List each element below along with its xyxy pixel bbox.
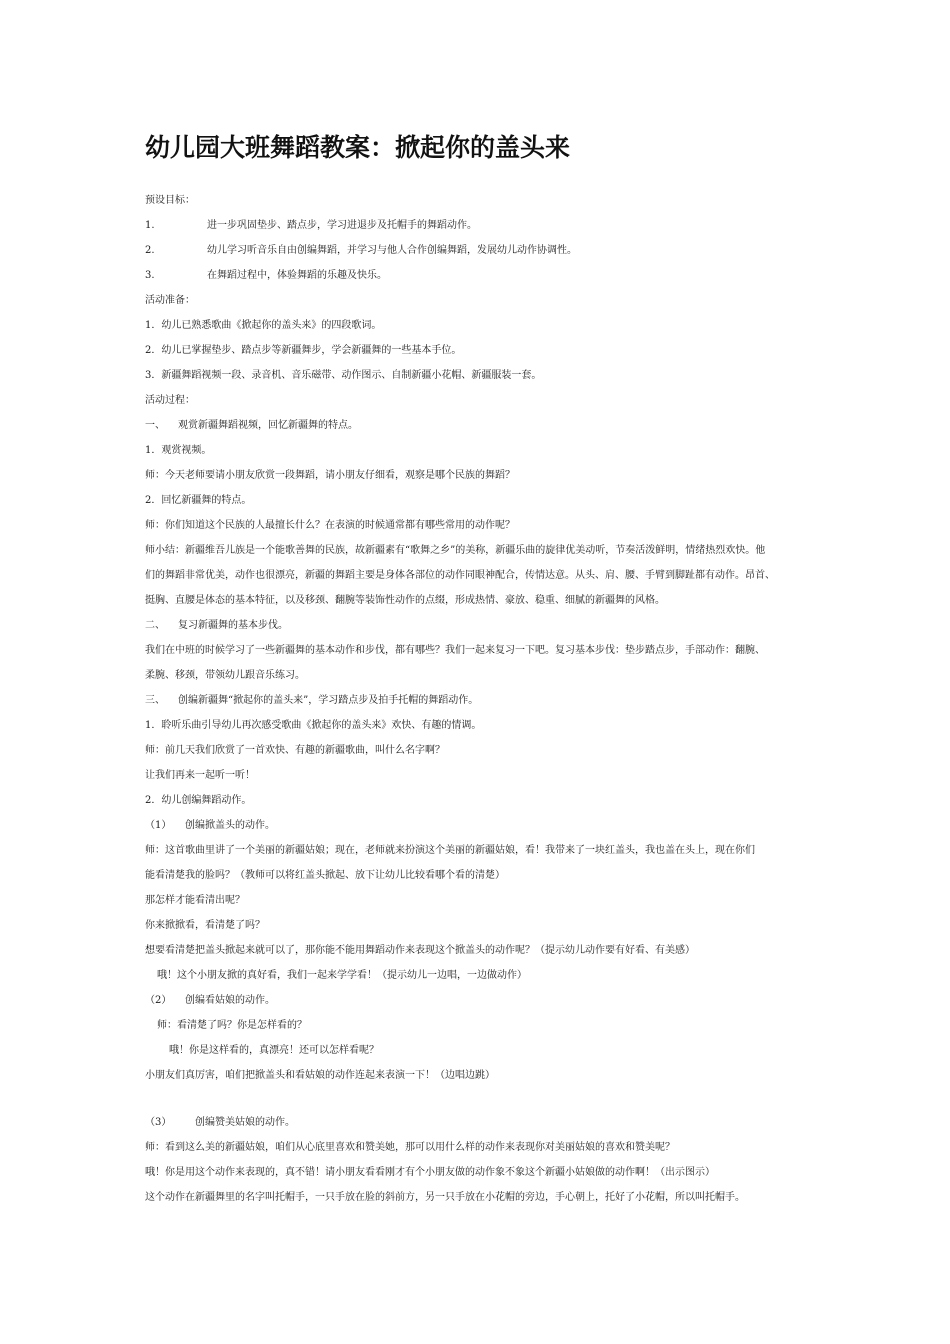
paragraph-line: 我们在中班的时候学习了一些新疆舞的基本动作和步伐，都有哪些？我们一起来复习一下吧。复习基本步伐：垫步踏点步，手部动作：翻腕、: [145, 645, 765, 656]
paragraph-line: 小朋友们真厉害，咱们把掀盖头和看姑娘的动作连起来表演一下！（边唱边跳）: [145, 1070, 495, 1081]
page-title: 幼儿园大班舞蹈教案：掀起你的盖头来: [145, 133, 571, 162]
blank-line: [145, 1088, 825, 1110]
goal-number: 2.: [145, 245, 155, 256]
goal-text: 幼儿学习听音乐自由创编舞蹈，并学习与他人合作创编舞蹈，发展幼儿动作协调性。: [207, 245, 577, 256]
document-body: [145, 188, 825, 1210]
section-number: 三、: [145, 695, 165, 706]
paragraph-line: 这个动作在新疆舞里的名字叫托帽手，一只手放在脸的斜前方，另一只手放在小花帽的旁边，手心朝上，托好了小花帽，所以叫托帽手。: [145, 1192, 745, 1203]
section-title: 观赏新疆舞蹈视频，回忆新疆舞的特点。: [178, 420, 358, 431]
paragraph-line: 2．幼儿创编舞蹈动作。: [145, 795, 252, 806]
paragraph-line: 能看清楚我的脸吗？（教师可以将红盖头掀起、放下让幼儿比较看哪个看的清楚）: [145, 870, 505, 881]
process-heading: 活动过程：: [145, 395, 195, 406]
paragraph-line: 师：你们知道这个民族的人最擅长什么？在表演的时候通常都有哪些常用的动作呢？: [145, 520, 515, 531]
subsection-title: 创编掀盖头的动作。: [185, 820, 275, 831]
paragraph-line: 让我们再来一起听一听！: [145, 770, 255, 781]
paragraph-line: 师：看到这么美的新疆姑娘，咱们从心底里喜欢和赞美她，那可以用什么样的动作来表现你对美丽姑娘的喜欢和赞美呢？: [145, 1142, 675, 1153]
section-title: 创编新疆舞“掀起你的盖头来”，学习踏点步及拍手托帽的舞蹈动作。: [178, 695, 479, 706]
paragraph-line: 1．聆听乐曲引导幼儿再次感受歌曲《掀起你的盖头来》欢快、有趣的情调。: [145, 720, 482, 731]
prep-item: 2．幼儿已掌握垫步、踏点步等新疆舞步，学会新疆舞的一些基本手位。: [145, 345, 462, 356]
section-heading: [145, 413, 825, 438]
goal-number: 1.: [145, 220, 155, 231]
goal-text: 进一步巩固垫步、踏点步，学习进退步及托帽手的舞蹈动作。: [207, 220, 477, 231]
goal-item: [145, 238, 825, 263]
subsection-heading: [145, 813, 825, 838]
paragraph-line: 哦！这个小朋友掀的真好看，我们一起来学学看！（提示幼儿一边唱，一边做动作）: [157, 970, 527, 981]
subsection-number: （1）: [145, 820, 172, 831]
goal-item: [145, 213, 825, 238]
paragraph-line: 1．观赏视频。: [145, 445, 212, 456]
subsection-title: 创编看姑娘的动作。: [185, 995, 275, 1006]
subsection-title: 创编赞美姑娘的动作。: [195, 1117, 295, 1128]
section-number: 一、: [145, 420, 165, 431]
paragraph-line: 2．回忆新疆舞的特点。: [145, 495, 252, 506]
prep-heading: 活动准备：: [145, 295, 195, 306]
paragraph-line: 柔腕、移颈，带领幼儿跟音乐练习。: [145, 670, 305, 681]
goal-item: [145, 263, 825, 288]
section-heading: [145, 613, 825, 638]
section-heading: [145, 688, 825, 713]
paragraph-line: 你来掀掀看，看清楚了吗？: [145, 920, 265, 931]
section-number: 二、: [145, 620, 165, 631]
subsection-number: （2）: [145, 995, 172, 1006]
paragraph-line: 师：看清楚了吗？你是怎样看的？: [157, 1020, 307, 1031]
paragraph-line: 师小结：新疆维吾儿族是一个能歌善舞的民族，故新疆素有“歌舞之乡”的美称，新疆乐曲的旋律优美动听，节奏活泼鲜明，情绪热烈欢快。他: [145, 545, 766, 556]
paragraph-line: 哦！你是用这个动作来表现的，真不错！请小朋友看看刚才有个小朋友做的动作象不象这个新疆小姑娘做的动作啊！（出示图示）: [145, 1167, 715, 1178]
section-title: 复习新疆舞的基本步伐。: [178, 620, 288, 631]
goals-heading: 预设目标：: [145, 195, 195, 206]
subsection-heading: [145, 988, 825, 1013]
paragraph-line: 们的舞蹈非常优美，动作也很漂亮，新疆的舞蹈主要是身体各部位的动作同眼神配合，传情达意。从头、肩、腰、手臂到脚趾都有动作。昂首、: [145, 570, 775, 581]
paragraph-line: 师：今天老师要请小朋友欣赏一段舞蹈，请小朋友仔细看，观察是哪个民族的舞蹈？: [145, 470, 515, 481]
paragraph-line: 那怎样才能看清出呢？: [145, 895, 245, 906]
paragraph-line: 师：这首歌曲里讲了一个美丽的新疆姑娘；现在，老师就来扮演这个美丽的新疆姑娘，看！我带来了一块红盖头，我也盖在头上，现在你们: [145, 845, 755, 856]
prep-item: 1．幼儿已熟悉歌曲《掀起你的盖头来》的四段歌词。: [145, 320, 382, 331]
paragraph-line: 师：前几天我们欣赏了一首欢快、有趣的新疆歌曲，叫什么名字啊？: [145, 745, 445, 756]
subsection-heading: [145, 1110, 825, 1135]
subsection-number: （3）: [145, 1117, 172, 1128]
goal-number: 3.: [145, 270, 155, 281]
paragraph-line: 哦！你是这样看的，真漂亮！还可以怎样看呢？: [169, 1045, 379, 1056]
prep-item: 3．新疆舞蹈视频一段、录音机、音乐磁带、动作图示、自制新疆小花帽、新疆服装一套。: [145, 370, 542, 381]
paragraph-line: 挺胸、直腰是体态的基本特征，以及移颈、翻腕等装饰性动作的点缀，形成热情、豪放、稳重、细腻的新疆舞的风格。: [145, 595, 665, 606]
paragraph-line: 想要看清楚把盖头掀起来就可以了，那你能不能用舞蹈动作来表现这个掀盖头的动作呢？（提示幼儿动作要有好看、有美感）: [145, 945, 695, 956]
goal-text: 在舞蹈过程中，体验舞蹈的乐趣及快乐。: [207, 270, 387, 281]
